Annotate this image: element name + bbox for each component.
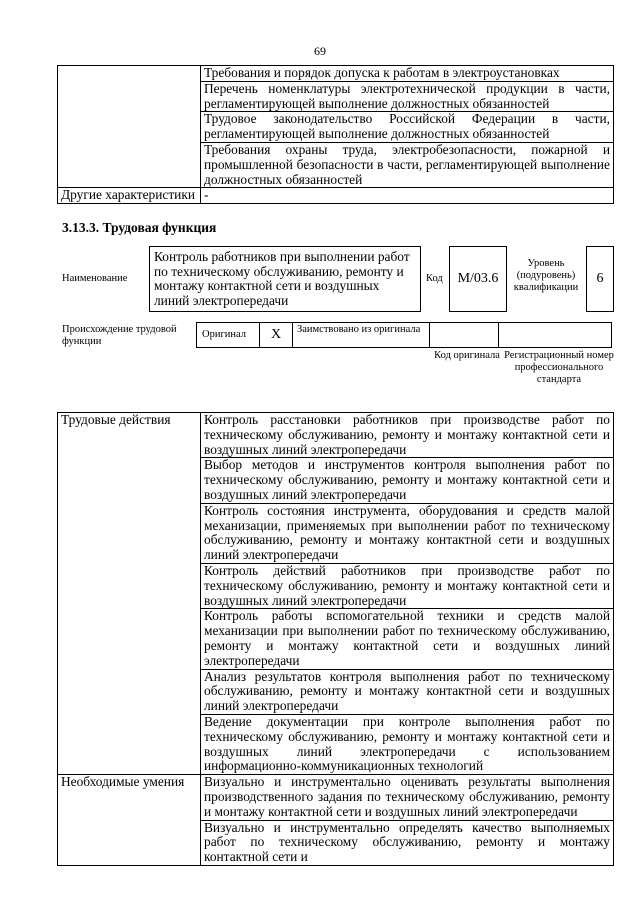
function-name-label: Наименование bbox=[62, 273, 128, 284]
original-code-cell bbox=[429, 322, 499, 348]
labor-action-item: Анализ результатов контроля выполнения работ по техническому обслуживанию, ремонту и монтажу контактной сети и воздушных линий электропередачи bbox=[201, 669, 614, 714]
labor-action-item: Контроль состояния инструмента, оборудования и средств малой механизации, применяемых при выполнении работ по техническому обслуживанию, ремонту и монтажу контактной сети и воздушных линий электропередачи bbox=[201, 503, 614, 563]
page-number: 69 bbox=[314, 44, 326, 58]
function-name-value: Контроль работников при выполнении работ по техническому обслуживанию, ремонту и монтажу контактной сети и воздушных линий электропередачи bbox=[149, 246, 421, 312]
knowledge-table bbox=[57, 65, 614, 204]
labor-action-item: Контроль расстановки работников при производстве работ по техническому обслуживанию, ремонту и монтажу контактной сети и воздушных линий электропередачи bbox=[201, 413, 614, 458]
labor-action-item: Ведение документации при контроле выполнения работ по техническому обслуживанию, ремонту и монтажу контактной сети и воздушных линий электропередачи с использованием информационно-коммуникационных технологий bbox=[201, 714, 614, 774]
knowledge-item: Требования и порядок допуска к работам в электроустановках bbox=[201, 66, 614, 82]
knowledge-item: Трудовое законодательство Российской Федерации в части, регламентирующей выполнение должностных обязанностей bbox=[201, 112, 614, 143]
knowledge-label-cell bbox=[58, 66, 201, 188]
qualification-level-value: 6 bbox=[586, 246, 614, 312]
knowledge-item: Перечень номенклатуры электротехнической продукции в части, регламентирующей выполнение должностных обязанностей bbox=[201, 81, 614, 112]
skill-item: Визуально и инструментально определять качество выполняемых работ по техническому обслуживанию, ремонту и монтажу контактной сети и bbox=[201, 820, 614, 865]
qualification-level-label: Уровень (подуровень) квалификации bbox=[513, 258, 579, 293]
labor-actions-label: Трудовые действия bbox=[58, 413, 201, 775]
code-label: Код bbox=[426, 273, 443, 284]
other-characteristics-label: Другие характеристики bbox=[58, 188, 201, 204]
section-heading: 3.13.3. Трудовая функция bbox=[62, 220, 217, 235]
original-label-cell: Оригинал bbox=[196, 322, 260, 348]
origin-row bbox=[196, 322, 612, 348]
skills-label: Необходимые умения bbox=[58, 775, 201, 866]
skill-item: Визуально и инструментально оценивать результаты выполнения производственного задания по техническому обслуживанию, ремонту и монтажу контактной сети и воздушных линий электропередачи bbox=[201, 775, 614, 820]
labor-function-table bbox=[57, 412, 614, 866]
labor-action-item: Контроль действий работников при производстве работ по техническому обслуживанию, ремонту и монтажу контактной сети и воздушных линий электропередачи bbox=[201, 563, 614, 608]
original-mark-cell: X bbox=[259, 322, 293, 348]
labor-action-item: Контроль работы вспомогательной техники и средств малой механизации при выполнении работ по техническому обслуживанию, ремонту и монтажу контактной сети и воздушных линий электропередачи bbox=[201, 609, 614, 669]
code-original-caption: Код оригинала bbox=[434, 350, 500, 361]
labor-action-item: Выбор методов и инструментов контроля выполнения работ по техническому обслуживанию, ремонту и монтажу контактной сети и воздушных линий электропередачи bbox=[201, 458, 614, 503]
function-origin-label: Происхождение трудовой функции bbox=[62, 324, 177, 347]
knowledge-item: Требования охраны труда, электробезопасности, пожарной и промышленной безопасности в части, регламентирующей выполнение должностных обязанностей bbox=[201, 142, 614, 187]
registration-number-caption: Регистрационный номер профессионального стандарта bbox=[504, 350, 614, 385]
function-code-value: М/03.6 bbox=[449, 246, 507, 312]
registration-number-cell bbox=[498, 322, 612, 348]
borrowed-label-cell: Заимствовано из оригинала bbox=[292, 322, 430, 348]
other-characteristics-value: - bbox=[201, 188, 614, 204]
